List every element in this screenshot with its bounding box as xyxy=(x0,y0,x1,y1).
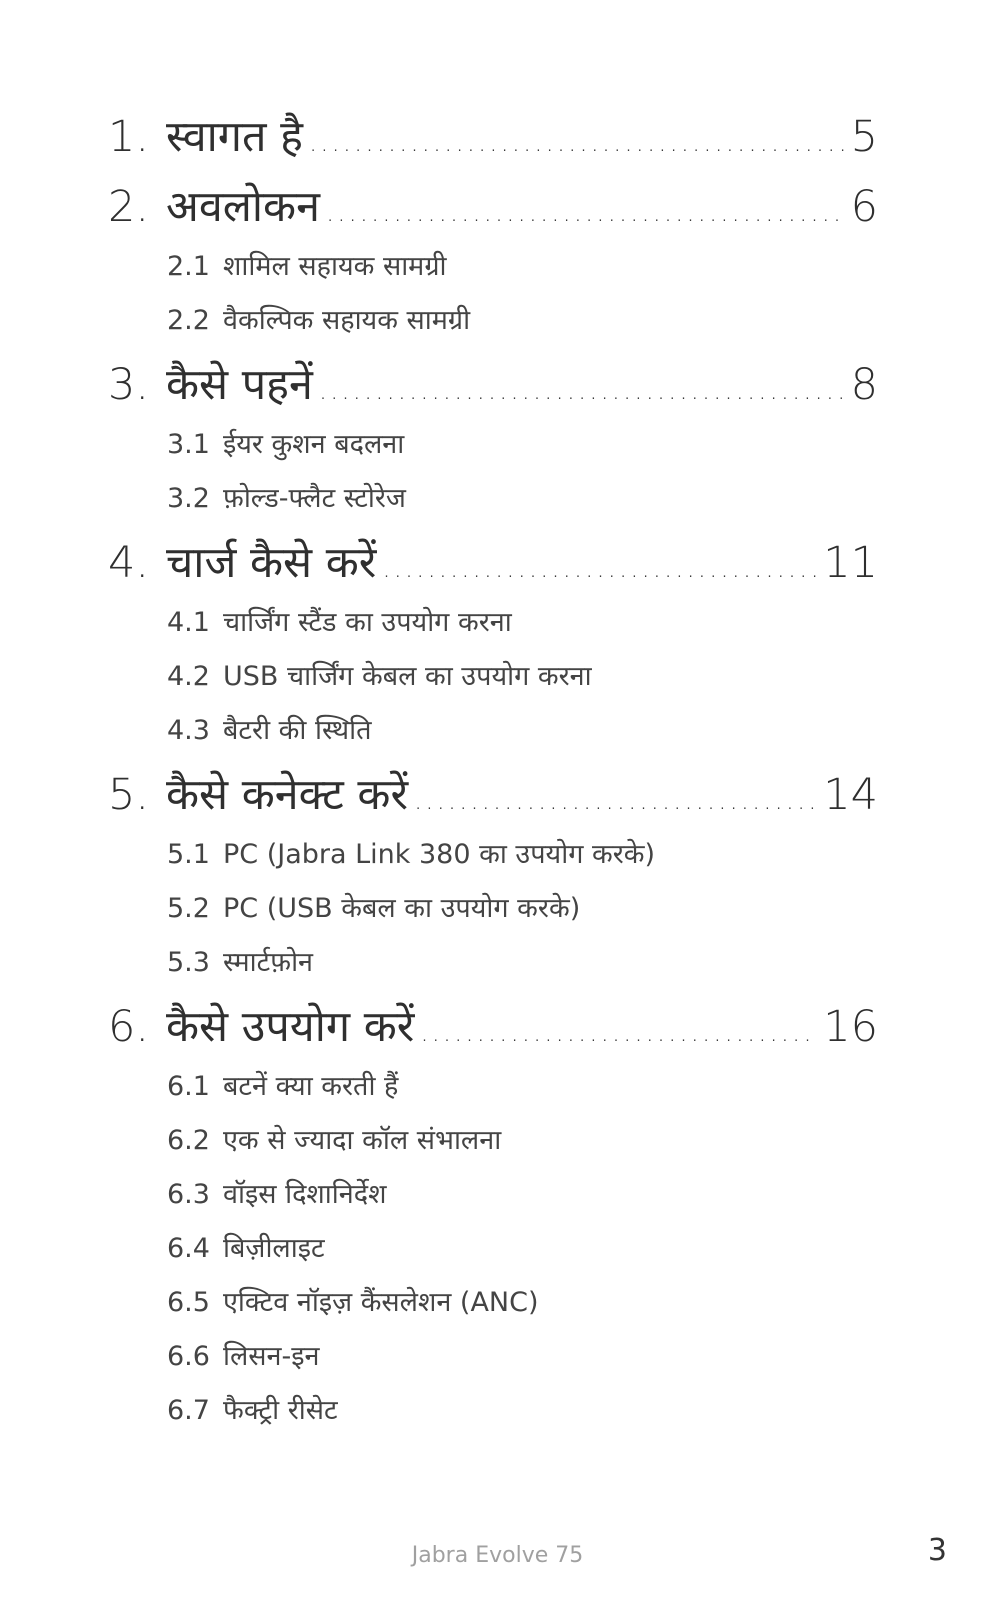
subsection-title: लिसन-इन xyxy=(223,1341,320,1372)
toc-subsection-4-3[interactable] xyxy=(167,711,372,751)
subsection-title: स्मार्टफ़ोन xyxy=(223,947,314,978)
toc-subsection-6-7[interactable] xyxy=(167,1391,338,1431)
subsection-title: बैटरी की स्थिति xyxy=(223,715,372,746)
toc-subsection-6-2[interactable] xyxy=(167,1121,501,1161)
subsection-title: एक्टिव नॉइज़ कैंसलेशन (ANC) xyxy=(223,1287,539,1318)
toc-subsection-4-2[interactable] xyxy=(167,657,592,697)
toc-subsection-2-1[interactable] xyxy=(167,247,447,287)
dot-leader xyxy=(326,184,845,242)
dot-leader xyxy=(420,1004,817,1062)
subsection-number: 6.1 xyxy=(167,1071,210,1102)
toc-subsection-3-2[interactable] xyxy=(167,479,406,519)
toc-section-1[interactable] xyxy=(108,108,878,166)
subsection-title: शामिल सहायक सामग्री xyxy=(223,251,447,282)
toc-subsection-3-1[interactable] xyxy=(167,425,404,465)
subsection-number: 2.1 xyxy=(167,251,210,282)
toc-section-5[interactable] xyxy=(108,766,878,824)
toc-subsection-6-4[interactable] xyxy=(167,1229,325,1269)
subsection-number: 2.2 xyxy=(167,305,210,336)
toc-section-2[interactable] xyxy=(108,178,878,236)
subsection-number: 6.6 xyxy=(167,1341,210,1372)
toc-subsection-6-3[interactable] xyxy=(167,1175,386,1215)
subsection-number: 6.7 xyxy=(167,1395,210,1426)
section-number: 2. xyxy=(108,182,150,232)
subsection-title: फ़ोल्ड-फ्लैट स्टोरेज xyxy=(223,483,406,514)
dot-leader xyxy=(414,772,817,830)
subsection-title: वॉइस दिशानिर्देश xyxy=(223,1179,387,1210)
dot-leader xyxy=(309,114,845,172)
section-title: अवलोकन xyxy=(166,182,320,232)
subsection-title: एक से ज्यादा कॉल संभालना xyxy=(223,1125,502,1156)
toc-subsection-6-1[interactable] xyxy=(167,1067,398,1107)
subsection-number: 5.3 xyxy=(167,947,210,978)
toc-subsection-5-2[interactable] xyxy=(167,889,580,929)
section-page: 16 xyxy=(823,1002,878,1052)
toc-section-4[interactable] xyxy=(108,534,878,592)
section-page: 14 xyxy=(823,770,878,820)
subsection-title: बटनें क्या करती हैं xyxy=(223,1071,399,1102)
section-page: 11 xyxy=(823,538,878,588)
subsection-number: 6.3 xyxy=(167,1179,210,1210)
subsection-number: 4.2 xyxy=(167,661,210,692)
toc-section-6[interactable] xyxy=(108,998,878,1056)
subsection-number: 6.2 xyxy=(167,1125,210,1156)
toc-subsection-5-1[interactable] xyxy=(167,835,655,875)
subsection-title: PC (USB केबल का उपयोग करके) xyxy=(223,893,581,924)
footer-page-number: 3 xyxy=(927,1533,947,1568)
section-number: 4. xyxy=(108,538,150,588)
dot-leader xyxy=(319,362,845,420)
subsection-number: 4.3 xyxy=(167,715,210,746)
dot-leader xyxy=(382,540,817,598)
section-title: चार्ज कैसे करें xyxy=(166,538,377,588)
section-title: स्वागत है xyxy=(166,112,303,162)
subsection-title: वैकल्पिक सहायक सामग्री xyxy=(223,305,471,336)
toc-subsection-2-2[interactable] xyxy=(167,301,470,341)
subsection-title: PC (Jabra Link 380 का उपयोग करके) xyxy=(223,839,656,870)
subsection-title: चार्जिंग स्टैंड का उपयोग करना xyxy=(223,607,512,638)
subsection-number: 5.1 xyxy=(167,839,210,870)
subsection-number: 3.1 xyxy=(167,429,210,460)
section-number: 5. xyxy=(108,770,150,820)
subsection-title: USB चार्जिंग केबल का उपयोग करना xyxy=(223,661,592,692)
section-page: 6 xyxy=(850,182,878,232)
toc-subsection-4-1[interactable] xyxy=(167,603,512,643)
toc-subsection-6-5[interactable] xyxy=(167,1283,539,1323)
subsection-number: 4.1 xyxy=(167,607,210,638)
section-number: 3. xyxy=(108,360,150,410)
subsection-number: 6.5 xyxy=(167,1287,210,1318)
section-page: 8 xyxy=(850,360,878,410)
section-number: 1. xyxy=(108,112,150,162)
section-title: कैसे पहनें xyxy=(166,360,313,410)
subsection-number: 5.2 xyxy=(167,893,210,924)
toc-section-3[interactable] xyxy=(108,356,878,414)
subsection-title: ईयर कुशन बदलना xyxy=(223,429,405,460)
section-title: कैसे उपयोग करें xyxy=(166,1002,415,1052)
section-number: 6. xyxy=(108,1002,150,1052)
section-title: कैसे कनेक्ट करें xyxy=(166,770,409,820)
subsection-number: 3.2 xyxy=(167,483,210,514)
footer-product-name: Jabra Evolve 75 xyxy=(411,1543,584,1568)
toc-subsection-6-6[interactable] xyxy=(167,1337,320,1377)
subsection-number: 6.4 xyxy=(167,1233,210,1264)
subsection-title: बिज़ीलाइट xyxy=(223,1233,325,1264)
section-page: 5 xyxy=(850,112,878,162)
subsection-title: फैक्ट्री रीसेट xyxy=(223,1395,338,1426)
toc-subsection-5-3[interactable] xyxy=(167,943,313,983)
